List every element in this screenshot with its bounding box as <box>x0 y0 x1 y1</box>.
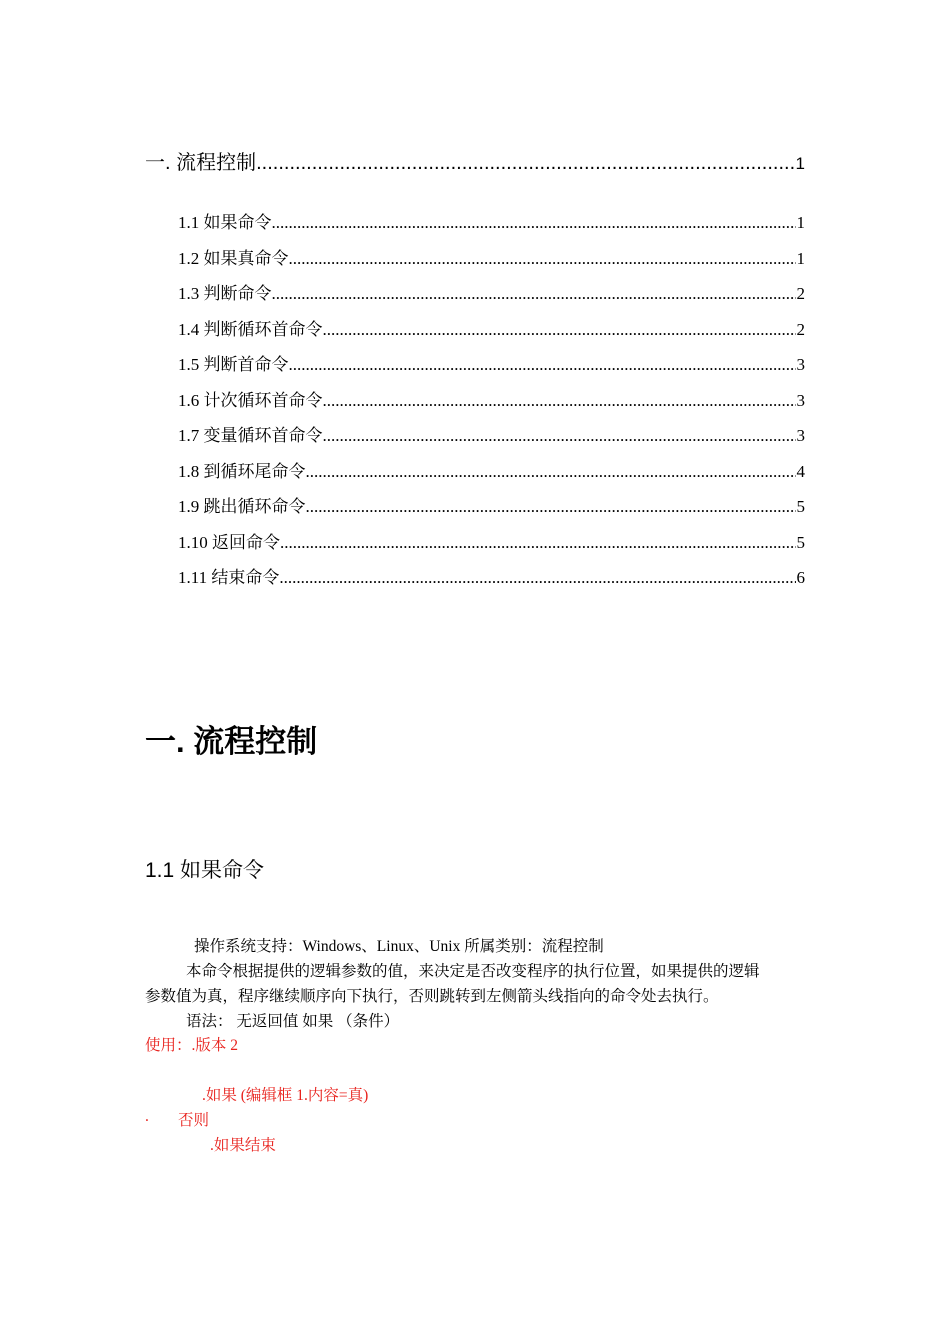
code-line-endif: .如果结束 <box>210 1137 276 1154</box>
toc-entry-title: 1.4 判断循环首命令 <box>178 320 323 339</box>
toc-entry[interactable] <box>178 244 805 269</box>
syntax-line: 语法： 无返回值 如果 （条件） <box>186 1013 400 1030</box>
toc-leader-dots <box>323 320 796 340</box>
toc-leader-dots <box>306 462 796 482</box>
toc-entry-title: 1.10 返回命令 <box>178 533 280 552</box>
description-line-1: 本命令根据提供的逻辑参数的值，来决定是否改变程序的执行位置，如果提供的逻辑 <box>186 963 760 980</box>
toc-entry[interactable] <box>178 492 805 517</box>
toc-entry-title: 1.2 如果真命令 <box>178 249 289 268</box>
toc-entry-title: 1.8 到循环尾命令 <box>178 462 306 481</box>
toc-page-number: 2 <box>796 284 805 303</box>
toc-leader-dots <box>279 568 795 588</box>
toc-page-number: 1 <box>795 154 805 173</box>
toc-page-number: 5 <box>796 497 805 516</box>
toc-entry-title: 1.5 判断首命令 <box>178 355 289 374</box>
toc-entry-title: 一. 流程控制 <box>145 152 257 174</box>
toc-leader-dots <box>256 152 794 175</box>
toc-page-number: 2 <box>796 320 805 339</box>
toc-entry[interactable] <box>178 208 805 233</box>
toc-leader-dots <box>289 249 796 269</box>
toc-entry-main[interactable] <box>145 146 805 175</box>
section-heading: 1.1 如果命令 <box>145 859 265 882</box>
toc-entry-title: 1.3 判断命令 <box>178 284 272 303</box>
toc-entry[interactable] <box>178 421 805 446</box>
toc-entry-title: 1.9 跳出循环命令 <box>178 497 306 516</box>
toc-page-number: 3 <box>796 355 805 374</box>
toc-leader-dots <box>306 497 796 517</box>
toc-leader-dots <box>323 426 796 446</box>
toc-entry-title: 1.7 变量循环首命令 <box>178 426 323 445</box>
os-support-line: 操作系统支持：Windows、Linux、Unix 所属类别：流程控制 <box>194 938 604 955</box>
toc-entry[interactable] <box>178 315 805 340</box>
toc-page-number: 1 <box>796 249 805 268</box>
toc-leader-dots <box>323 391 796 411</box>
code-line-else: 否则 <box>178 1112 210 1129</box>
toc-entry[interactable] <box>178 528 805 553</box>
toc-entry[interactable] <box>178 457 805 482</box>
toc-leader-dots <box>289 355 796 375</box>
toc-leader-dots <box>272 213 796 233</box>
code-line-if: .如果 (编辑框 1.内容=真) <box>202 1087 369 1104</box>
toc-entry[interactable] <box>178 350 805 375</box>
toc-entry-title: 1.11 结束命令 <box>178 568 280 587</box>
toc-page-number: 3 <box>796 391 805 410</box>
usage-line: 使用：.版本 2 <box>145 1037 239 1054</box>
toc-page-number: 5 <box>796 533 805 552</box>
code-line-else-dot: . <box>145 1108 149 1125</box>
toc-page-number: 6 <box>796 568 805 587</box>
toc-entry[interactable] <box>178 386 805 411</box>
toc-leader-dots <box>272 284 796 304</box>
toc-entry[interactable] <box>178 563 805 588</box>
toc-entry-title: 1.1 如果命令 <box>178 213 272 232</box>
toc-page-number: 4 <box>796 462 805 481</box>
chapter-heading: 一. 流程控制 <box>145 724 318 759</box>
toc-page-number: 3 <box>796 426 805 445</box>
description-line-2: 参数值为真，程序继续顺序向下执行，否则跳转到左侧箭头线指向的命令处去执行。 <box>145 988 719 1005</box>
toc-page-number: 1 <box>796 213 805 232</box>
toc-entry[interactable] <box>178 279 805 304</box>
toc-leader-dots <box>280 533 796 553</box>
toc-entry-title: 1.6 计次循环首命令 <box>178 391 323 410</box>
